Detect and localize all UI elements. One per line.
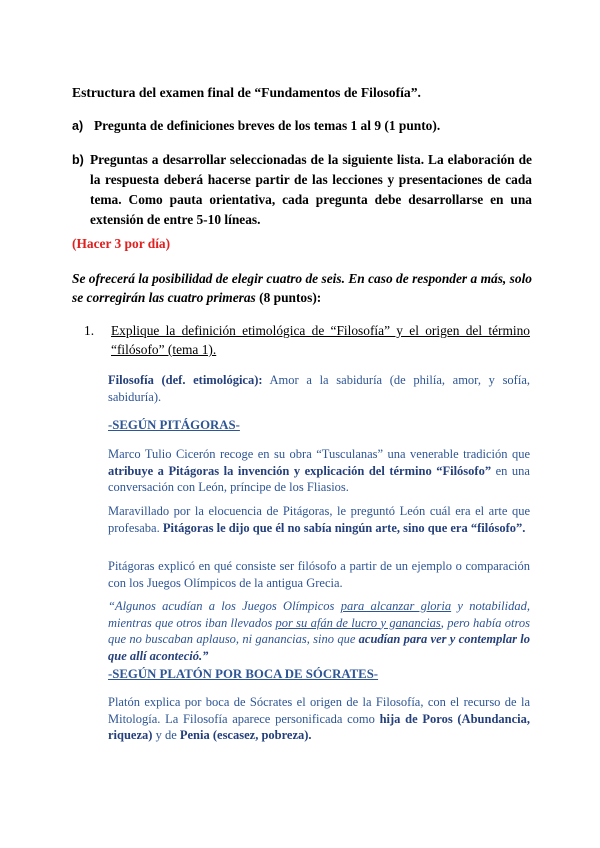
paragraph-leon-text: Maravillado por la elocuencia de Pitágoras, le preguntó León cuál era el arte que profesaba. [108, 504, 530, 535]
paragraph-platon-bold-1: hija de Poros (Abundancia, riqueza) [108, 711, 530, 742]
document-title: Estructura del examen final de “Fundamentos de Filosofía”. [72, 85, 421, 100]
definition-paragraph [108, 372, 530, 405]
paragraph-leon-bold: Pitágoras le dijo que él no sabía ningún arte, sino que era “filósofo”. [162, 520, 526, 535]
definition-label: Filosofía (def. etimológica): [108, 373, 263, 387]
paragraph-platon-bold-2: Penia (escasez, pobreza). [179, 728, 312, 742]
quote-underline-2: por su afán de lucro y ganancias [275, 615, 441, 630]
list-marker-b: b) [72, 153, 84, 167]
quote-paragraph [108, 598, 530, 664]
list-text-b: Preguntas a desarrollar seleccionadas de la siguiente lista. La elaboración de la respuesta deberá hacerse partir de las lecciones y presentaciones de cada tema. Como pauta orientativa, cada pregunta debe desarrollarse en una extensión de entre 5-10 líneas. [90, 152, 532, 227]
paragraph-ciceron-bold: atribuye a Pitágoras la invención y explicación del término “Filósofo” [108, 463, 492, 478]
paragraph-platon [108, 694, 530, 744]
paragraph-ciceron-text: Marco Tulio Cicerón recoge en su obra “Tusculanas” una venerable tradición que [108, 447, 530, 461]
quote-underline-1: para alcanzar gloria [340, 599, 452, 613]
definition-text: Amor a la sabiduría (de philía, amor, y sofía, sabiduría). [108, 373, 530, 404]
quote-text-1: “Algunos acudían a los Juegos Olímpicos [108, 599, 341, 613]
instruction-points: (8 puntos): [255, 290, 322, 305]
paragraph-leon [108, 503, 530, 536]
question-text: Explique la definición etimológica de “Filosofía” y el origen del término “filósofo” (tema 1). [111, 323, 530, 357]
heading-platon: -SEGÚN PLATÓN POR BOCA DE SÓCRATES- [108, 667, 379, 681]
paragraph-platon-text-2: y de [152, 728, 180, 742]
paragraph-ciceron [108, 446, 530, 496]
paragraph-ciceron-end: en una conversación con León, príncipe de los Fliasios. [108, 463, 530, 494]
heading-pitagoras: -SEGÚN PITÁGORAS- [108, 418, 240, 432]
instruction-italic: Se ofrecerá la posibilidad de elegir cuatro de seis. En caso de responder a más, solo se corregirán las cuatro primeras [72, 271, 532, 305]
paragraph-olimpicos: Pitágoras explicó en qué consiste ser filósofo a partir de un ejemplo o comparación con los Juegos Olímpicos de la antigua Grecia. [108, 559, 530, 590]
quote-bold: acudían para ver y contemplar lo que allí aconteció.” [108, 632, 531, 663]
list-marker-a: a) [72, 119, 84, 133]
hacer-note: (Hacer 3 por día) [72, 236, 171, 251]
instruction-paragraph [72, 269, 532, 307]
quote-text-3: , pero había otros que no buscaban aplauso, ni ganancias, sino que [108, 615, 530, 646]
paragraph-platon-text: Platón explica por boca de Sócrates el origen de la Filosofía, con el recurso de la Mitología. La Filosofía aparece personificada como [108, 695, 530, 726]
list-text-a: Pregunta de definiciones breves de los temas 1 al 9 (1 punto). [94, 118, 441, 133]
quote-text-2: y notabilidad, mientras que otros iban llevados [108, 599, 530, 630]
question-number: 1. [84, 323, 95, 338]
